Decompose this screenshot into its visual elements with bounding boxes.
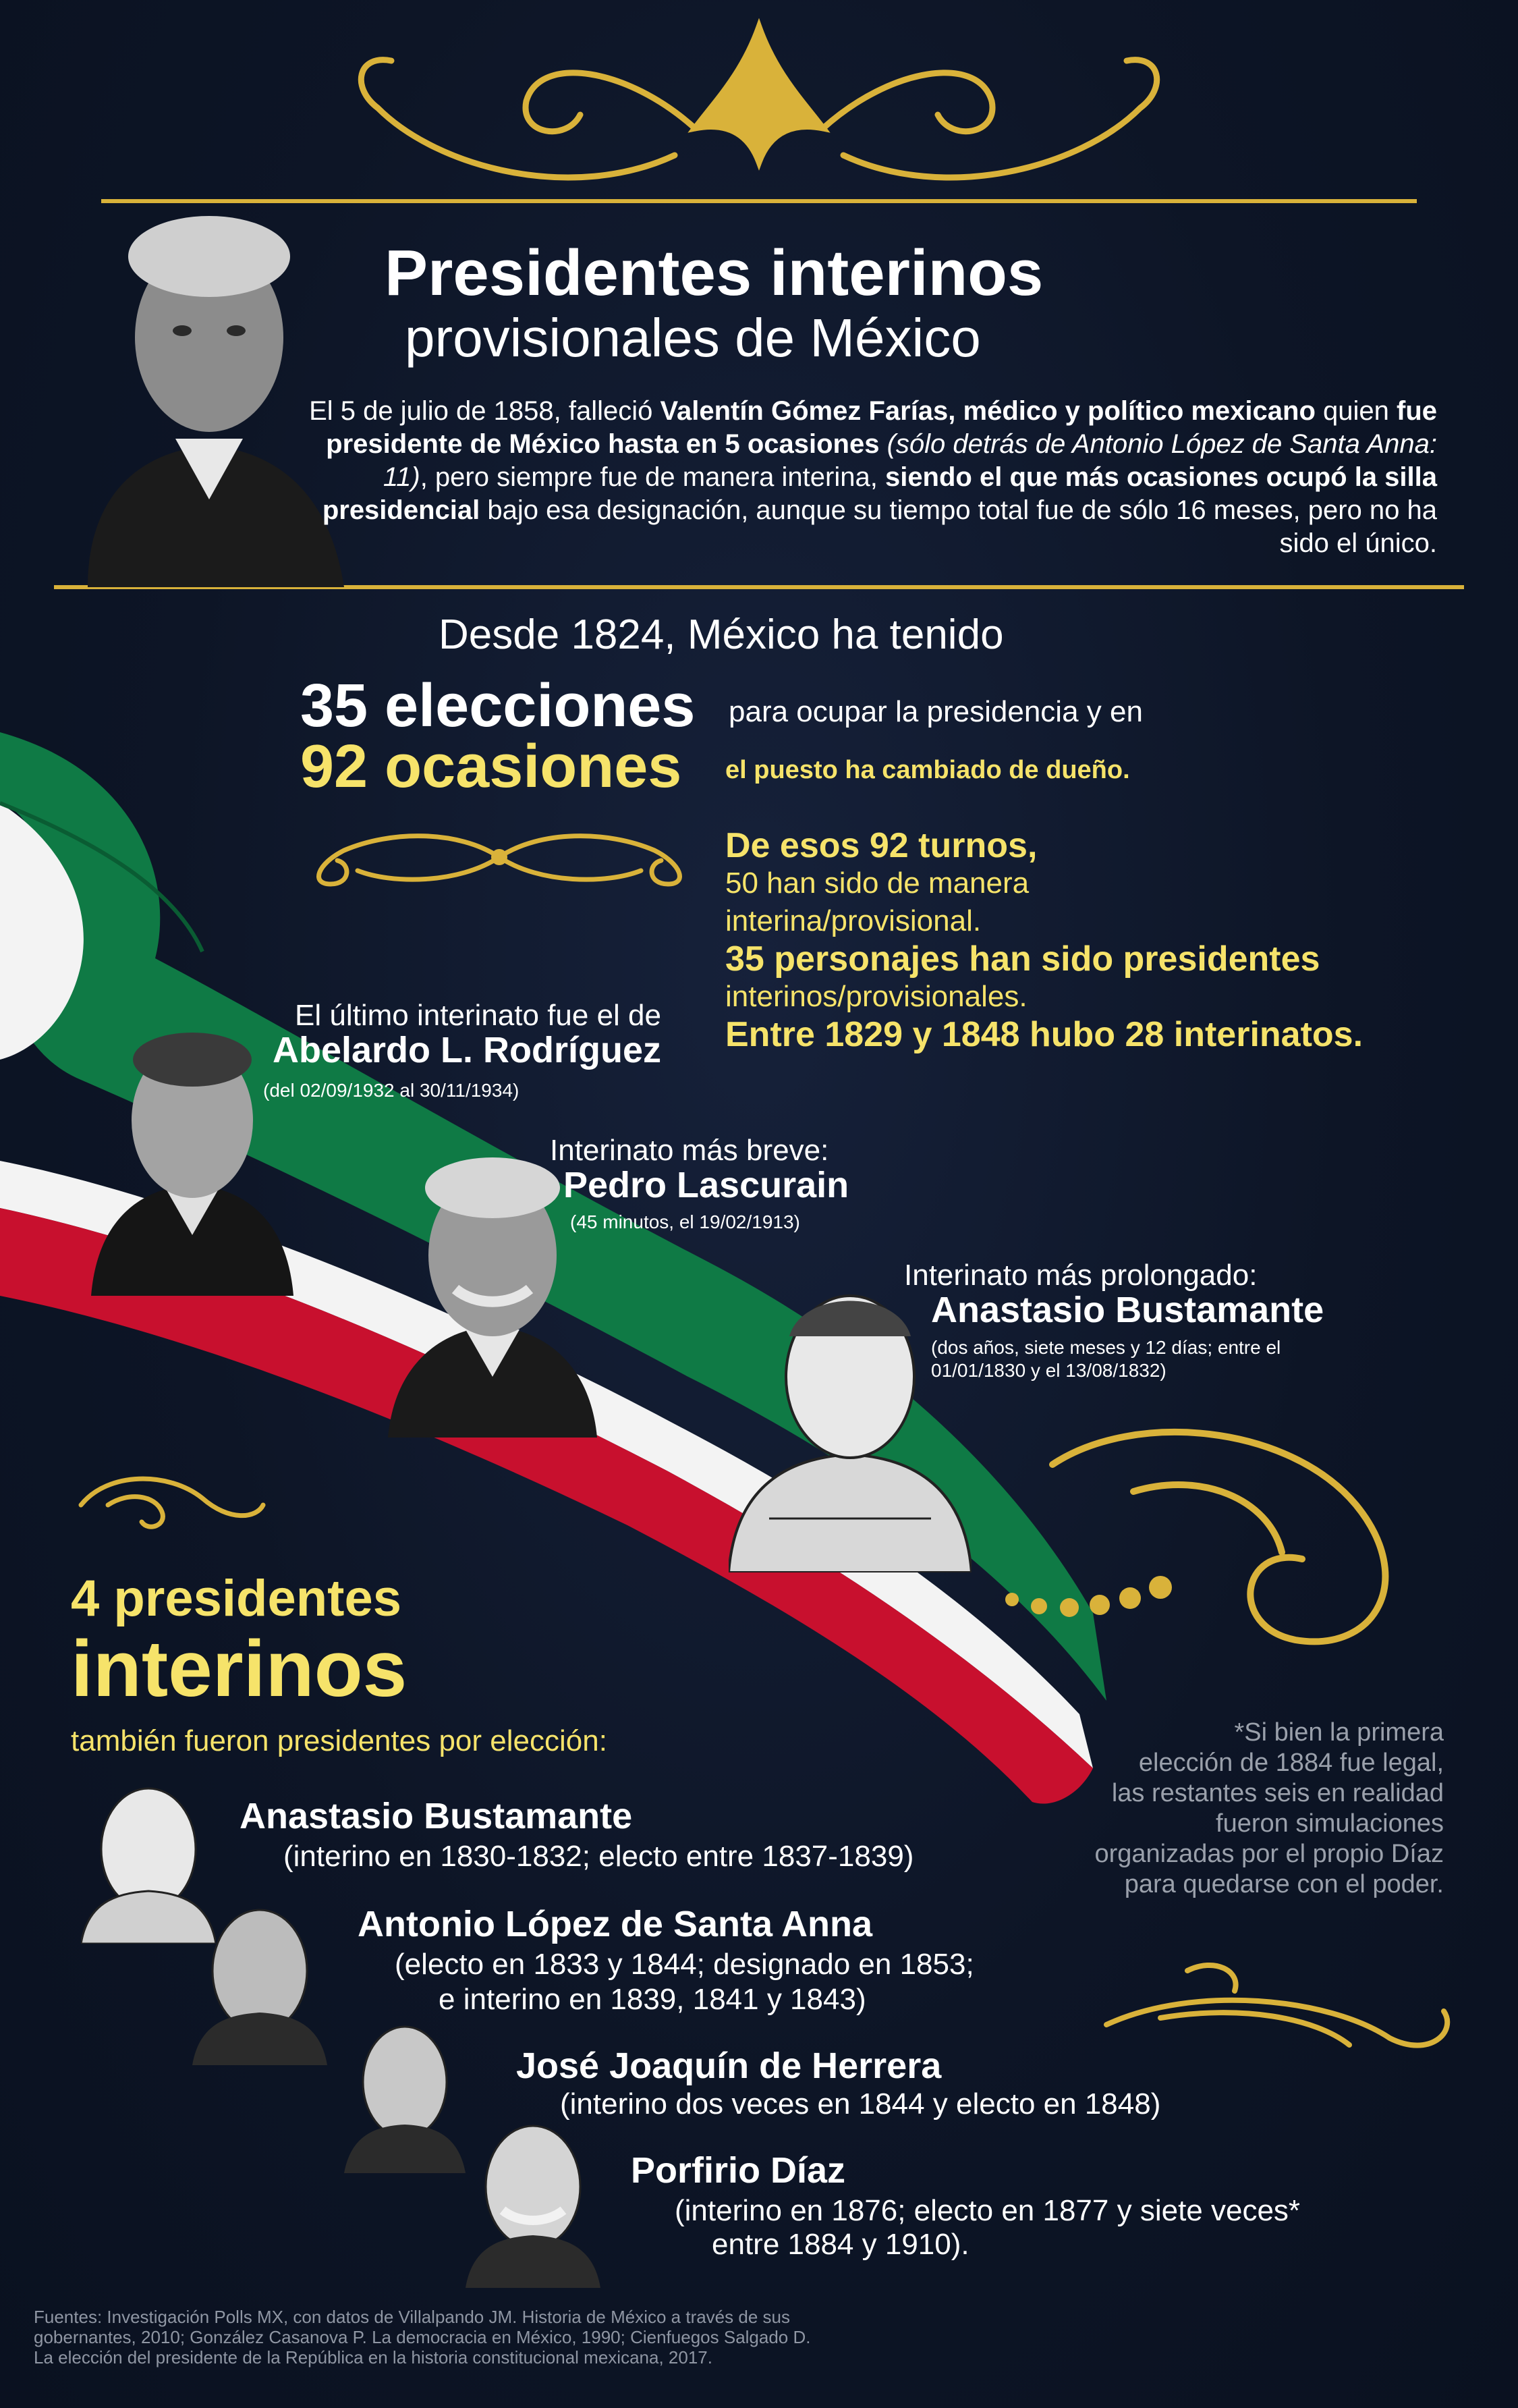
ultimo-detail: (del 02/09/1932 al 30/11/1934): [263, 1080, 519, 1101]
portrait-jose-joaquin-herrera: [344, 2018, 466, 2173]
president-detail-bustamante: (interino en 1830-1832; electo entre 1837-1839): [283, 1840, 914, 1873]
page-subtitle: provisionales de México: [405, 308, 981, 368]
president-name-porfirio-diaz: Porfirio Díaz: [631, 2150, 846, 2191]
swirl-ornament-large: [999, 1411, 1471, 1680]
ultimo-name: Abelardo L. Rodríguez: [272, 1030, 661, 1070]
portrait-porfirio-diaz: [466, 2119, 600, 2288]
president-name-bustamante: Anastasio Bustamante: [240, 1796, 633, 1836]
stat-elecciones: 35 elecciones: [300, 672, 696, 740]
cuatro-heading-line2: interinos: [71, 1624, 407, 1714]
breve-detail: (45 minutos, el 19/02/1913): [570, 1211, 800, 1232]
president-detail-diaz-1: (interino en 1876; electo en 1877 y siete veces*: [675, 2194, 1301, 2227]
swirl-ornament-small: [67, 1465, 270, 1545]
scroll-ornament-left: [290, 817, 708, 898]
president-detail-diaz-2: entre 1884 y 1910).: [712, 2228, 969, 2261]
sources-footer: Fuentes: Investigación Polls MX, con datos de Villalpando JM. Historia de México a través de sus gobernantes, 2010; González Casanova P. La democracia en México, 1990; Cienfuegos Salgado D. La elección del presidente de la República en la historia constitucional mexicana, 2017.: [34, 2307, 811, 2368]
president-detail-santa-anna-1: (electo en 1833 y 1844; designado en 1853;: [395, 1948, 974, 1981]
ultimo-label: El último interinato fue el de: [295, 999, 661, 1032]
stat-elecciones-text: para ocupar la presidencia y en: [729, 695, 1143, 728]
portrait-santa-anna: [192, 1903, 327, 2065]
president-name-herrera: José Joaquín de Herrera: [516, 2046, 942, 2086]
intro-paragraph: El 5 de julio de 1858, falleció Valentín Gómez Farías, médico y político mexicano quien fue presidente de México hasta en 5 ocasiones (sólo detrás de Antonio López de Santa Anna: 11), pero siempre fue de manera interina, siendo el que más ocasiones ocupó la silla presidencial bajo esa designación, aunque su tiempo total fue de sólo 16 meses, pero no ha sido el único.: [309, 396, 1437, 558]
president-detail-herrera: (interino dos veces en 1844 y electo en 1848): [560, 2087, 1161, 2120]
turnos-block: De esos 92 turnos, 50 han sido de manera interina/provisional. 35 personajes han sido presidentes interinos/provisionales. Entre 1829 y 1848 hubo 28 interinatos.: [725, 826, 1364, 1054]
prolongado-detail: (dos años, siete meses y 12 días; entre el 01/01/1830 y el 13/08/1832): [931, 1337, 1281, 1381]
cuatro-subheading: también fueron presidentes por elección:: [71, 1724, 607, 1757]
stats-intro: Desde 1824, México ha tenido: [439, 611, 1004, 658]
cuatro-heading-line1: 4 presidentes: [71, 1570, 401, 1627]
breve-label: Interinato más breve:: [550, 1134, 829, 1167]
prolongado-label: Interinato más prolongado:: [904, 1259, 1258, 1292]
page-title: Presidentes interinos: [385, 237, 1044, 309]
footnote-diaz: *Si bien la primera elección de 1884 fue legal, las restantes seis en realidad fueron simulaciones organizadas por el propio Díaz para quedarse con el poder.: [1094, 1718, 1444, 1898]
breve-name: Pedro Lascurain: [563, 1165, 849, 1205]
swirl-ornament-bottom-right: [1093, 1957, 1471, 2065]
stat-ocasiones-text: el puesto ha cambiado de dueño.: [725, 756, 1130, 784]
stat-ocasiones: 92 ocasiones: [300, 733, 682, 800]
president-detail-santa-anna-2: e interino en 1839, 1841 y 1843): [439, 1983, 866, 2016]
president-name-santa-anna: Antonio López de Santa Anna: [358, 1904, 872, 1944]
prolongado-name: Anastasio Bustamante: [931, 1290, 1324, 1330]
